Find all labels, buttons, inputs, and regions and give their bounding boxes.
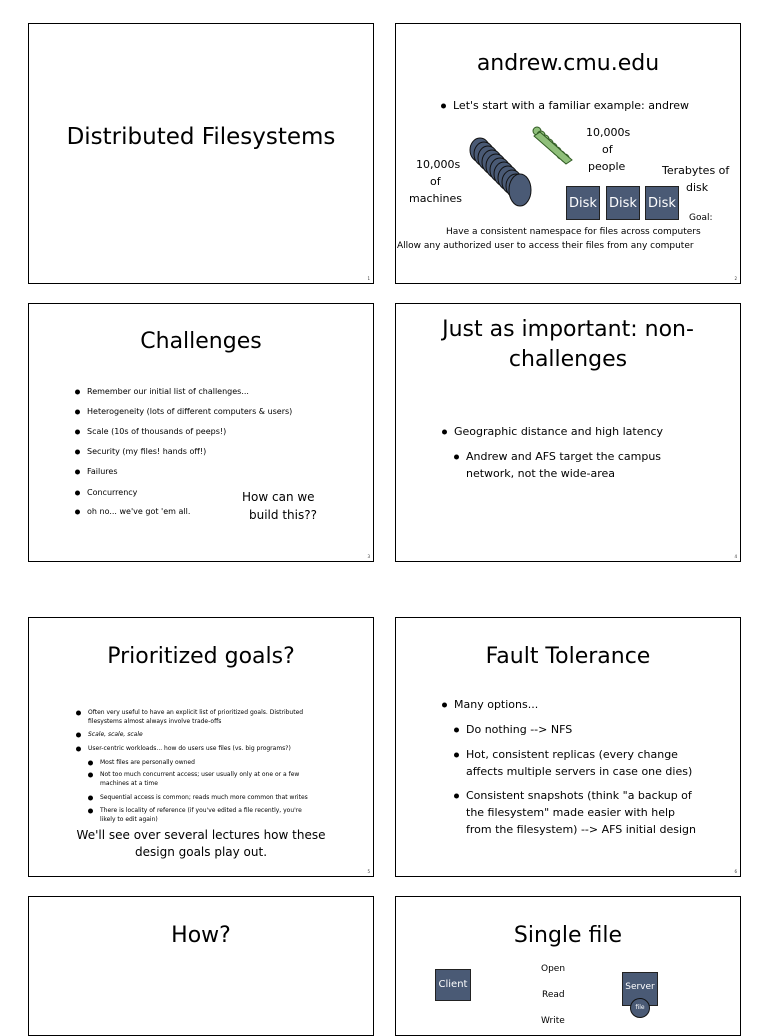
challenge-item-3: Scale (10s of thousands of peeps!) [87, 427, 227, 436]
slide-2-page-number: 2 [734, 276, 737, 281]
challenge-item-1: Remember our initial list of challenges... [87, 387, 249, 396]
disk-label-1: Terabytes of [662, 164, 730, 177]
goal-label: Goal: [689, 213, 713, 223]
client-box: Client [435, 969, 471, 1001]
slide-3-title: Challenges [140, 329, 262, 354]
slide-2 [395, 23, 741, 284]
machines-label-2: of [430, 175, 441, 188]
challenge-item-7: oh no... we've got 'em all. [87, 507, 191, 516]
disk-1: Disk [566, 186, 600, 220]
slide-6-sub-2-line-2: affects multiple servers in case one dies) [466, 765, 693, 778]
goal-subbullet-3: Sequential access is common; reads much more common that writes [100, 794, 308, 801]
op-read: Read [542, 990, 565, 1000]
slide-6-title: Fault Tolerance [485, 644, 651, 669]
goal-line-2: Allow any authorized user to access their files from any computer [397, 241, 694, 251]
slide-3 [28, 303, 374, 562]
goal-bullet-3: User-centric workloads... how do users use files (vs. big programs?) [88, 745, 291, 752]
slide-5-closing-line-2: design goals play out. [134, 845, 268, 859]
people-group-icon [532, 126, 576, 166]
op-open: Open [541, 964, 566, 974]
goal-subbullet-4-line-1: There is locality of reference (if you've edited a file recently, you're [100, 807, 302, 814]
challenge-item-5: Failures [87, 467, 118, 476]
slide-8 [395, 896, 741, 1036]
slide-6-sub-3-line-1: Consistent snapshots (think "a backup of [466, 789, 692, 802]
challenge-item-6: Concurrency [87, 488, 138, 497]
people-label-1: 10,000s [586, 126, 631, 139]
slide-6-page-number: 6 [734, 869, 737, 874]
file-icon [630, 998, 650, 1018]
goal-subbullet-4-line-2: likely to edit again) [100, 816, 158, 823]
goal-bullet-1-line-2: filesystems almost always involve trade-offs [88, 718, 222, 725]
aside-line-2: build this?? [249, 508, 317, 522]
slide-4-subbullet-line-2: network, not the wide-area [466, 467, 616, 480]
slide-6-sub-1: Do nothing --> NFS [466, 723, 573, 736]
goal-subbullet-1: Most files are personally owned [100, 759, 195, 766]
op-write: Write [541, 1016, 565, 1026]
disk-3: Disk [645, 186, 679, 220]
server-label: Server [625, 982, 655, 992]
slide-1-title: Distributed Filesystems [66, 124, 336, 150]
slide-6-sub-3-line-2: the filesystem" made easier with help [466, 806, 676, 819]
slide-6-sub-3-line-3: from the filesystem) --> AFS initial design [466, 823, 696, 836]
slide-2-title: andrew.cmu.edu [476, 51, 660, 76]
challenge-item-2: Heterogeneity (lots of different computers & users) [87, 407, 293, 416]
aside-line-1: How can we [242, 490, 315, 504]
slide-4-subbullet-line-1: Andrew and AFS target the campus [466, 450, 662, 463]
slide-6 [395, 617, 741, 877]
goal-line-1: Have a consistent namespace for files across computers [446, 227, 701, 237]
slide-4 [395, 303, 741, 562]
slide-6-bullet: Many options... [454, 698, 539, 711]
goal-subbullet-2-line-1: Not too much concurrent access; user usually only at one or a few [100, 771, 300, 778]
slide-3-page-number: 3 [367, 554, 370, 559]
slide-5-page-number: 5 [367, 869, 370, 874]
slide-4-title-line-1: Just as important: non- [442, 317, 694, 342]
slide-7 [28, 896, 374, 1036]
slide-5 [28, 617, 374, 877]
disk-2: Disk [606, 186, 640, 220]
slide-4-page-number: 4 [734, 554, 737, 559]
machines-stack-icon [468, 136, 538, 210]
disk-label-2: disk [686, 181, 709, 194]
goal-bullet-2: Scale, scale, scale [88, 731, 143, 738]
machines-label-1: 10,000s [416, 158, 461, 171]
slide-7-title: How? [171, 923, 231, 948]
goal-subbullet-2-line-2: machines at a time [100, 780, 158, 787]
slide-6-sub-2-line-1: Hot, consistent replicas (every change [466, 748, 678, 761]
slide-1 [28, 23, 374, 284]
people-label-3: people [588, 160, 626, 173]
slide-8-title: Single file [513, 923, 623, 948]
goal-bullet-1-line-1: Often very useful to have an explicit list of prioritized goals. Distributed [88, 709, 304, 716]
slide-1-page-number: 1 [367, 276, 370, 281]
slide-5-title: Prioritized goals? [107, 644, 295, 669]
file-label: file [635, 1004, 645, 1011]
slide-2-bullet: Let's start with a familiar example: andrew [453, 99, 690, 112]
machines-label-3: machines [409, 192, 463, 205]
slide-5-closing-line-1: We'll see over several lectures how these [76, 828, 326, 842]
people-label-2: of [602, 143, 613, 156]
slide-4-bullet: Geographic distance and high latency [454, 425, 664, 438]
challenge-item-4: Security (my files! hands off!) [87, 447, 207, 456]
slide-4-title-line-2: challenges [508, 347, 628, 372]
